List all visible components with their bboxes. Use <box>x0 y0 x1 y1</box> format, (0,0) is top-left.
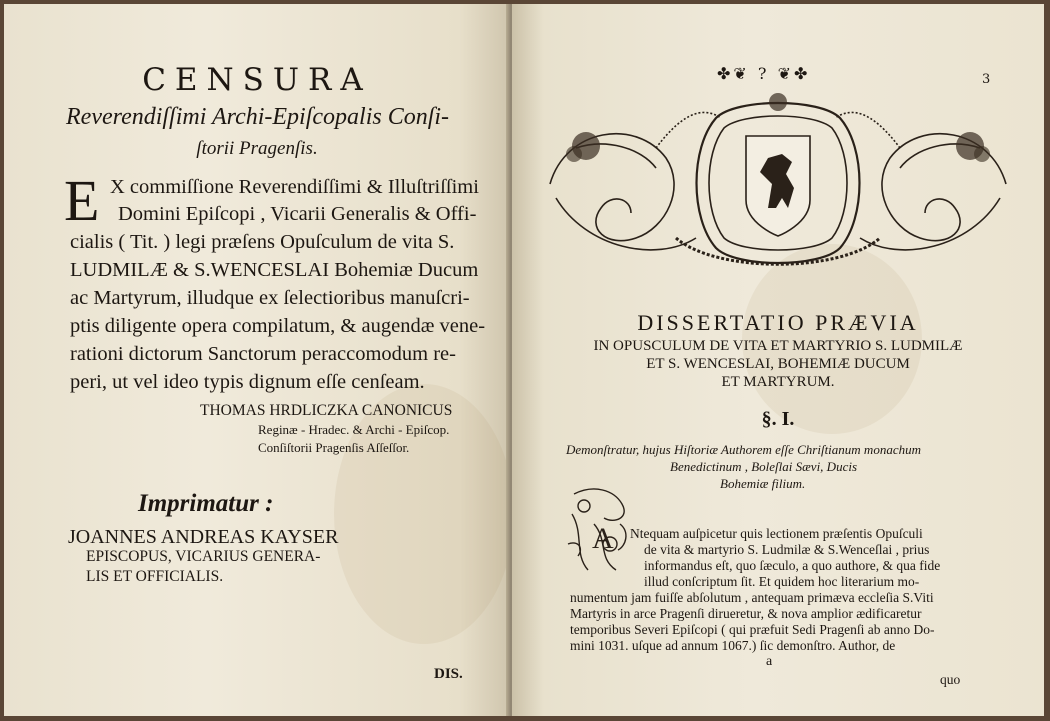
approver-title-line: LIS ET OFFICIALIS. <box>86 568 224 585</box>
body-line: Ntequam auſpicetur quis lectionem præſentis Opuſculi <box>630 526 923 541</box>
header-ornament: ✤❦ ? ❦✤ <box>717 64 811 83</box>
drop-cap-e: E <box>64 168 100 233</box>
body-line: illud conſcriptum ſit. Et quidem hoc literarium mo- <box>644 574 920 589</box>
dissertation-title: DISSERTATIO PRÆVIA <box>637 310 919 335</box>
signature-name: THOMAS HRDLICZKA CANONICUS <box>200 402 453 419</box>
dissertation-subtitle-line: ET S. WENCESLAI, BOHEMIÆ DUCUM <box>646 356 910 372</box>
catchword-right: quo <box>940 672 961 687</box>
signature-mark: a <box>766 654 773 669</box>
censura-body-line: rationi dictorum Sanctorum peraccomodum re- <box>70 343 456 365</box>
drop-cap-a: A <box>592 522 614 555</box>
body-line: informandus eſt, quo ſæculo, a quo authore, & qua fide <box>644 558 941 573</box>
coat-of-arms-vignette-icon <box>546 88 1010 278</box>
summary-line: Benedictinum , Boleſlai Sævi, Ducis <box>670 459 858 474</box>
approver-name: JOANNES ANDREAS KAYSER <box>68 526 339 548</box>
section-heading: §. I. <box>761 408 795 430</box>
catchword-left: DIS. <box>434 666 463 682</box>
censura-body-line: Domini Epiſcopi , Vicarii Generalis & Offi- <box>118 203 477 225</box>
body-line: de vita & martyrio S. Ludmilæ & S.Wenceſlai , prius <box>644 542 930 557</box>
dissertation-subtitle-line: IN OPUSCULUM DE VITA ET MARTYRIO S. LUDMILÆ <box>593 338 963 354</box>
body-line: Martyris in arce Pragenſi dirueretur, & nova amplior ædificaretur <box>570 606 922 621</box>
censura-body-line: peri, ut vel ideo typis dignum eſſe cenſeam. <box>70 371 425 393</box>
censura-body-line: cialis ( Tit. ) legi præſens Opuſculum de vita S. <box>70 231 455 253</box>
left-page <box>4 4 510 716</box>
censura-body-line: X commiſſione Reverendiſſimi & Illuſtriſſimi <box>110 176 479 198</box>
dissertation-subtitle-line: ET MARTYRUM. <box>721 374 835 390</box>
right-page <box>512 4 1044 716</box>
censura-title: CENSURA <box>142 62 372 98</box>
signature-title-line: Reginæ - Hradec. & Archi - Epiſcop. <box>258 422 450 437</box>
consistory-subtitle-line1: Reverendiſſimi Archi-Epiſcopalis Conſi- <box>66 104 450 130</box>
censura-body-line: LUDMILÆ & S.WENCESLAI Bohemiæ Ducum <box>70 259 479 281</box>
page-number: 3 <box>982 72 991 87</box>
approver-title-line: EPISCOPUS, VICARIUS GENERA- <box>86 548 321 565</box>
signature-title-line: Conſiſtorii Pragenſis Aſſeſſor. <box>258 440 410 455</box>
body-line: mini 1031. uſque ad annum 1067.) ſic demonſtro. Author, de <box>570 638 896 653</box>
censura-body-line: ptis diligente opera compilatum, & augendæ vene- <box>70 315 486 337</box>
summary-line: Bohemiæ filium. <box>720 476 806 491</box>
consistory-subtitle-line2: ſtorii Pragenſis. <box>196 138 318 159</box>
ornamental-initial-icon <box>564 484 634 576</box>
body-line: temporibus Severi Epiſcopi ( qui præfuit Sedi Pragenſi ab anno Do- <box>570 622 935 637</box>
summary-line: Demonſtratur, hujus Hiſtoriæ Authorem eſſe Chriſtianum monachum <box>566 442 921 457</box>
body-line: numentum jam fuiſſe abſolutum , antequam primæva eccleſia S.Viti <box>570 590 934 605</box>
censura-body-line: ac Martyrum, illudque ex ſelectioribus manuſcri- <box>70 287 470 309</box>
imprimatur-heading: Imprimatur : <box>138 490 274 517</box>
